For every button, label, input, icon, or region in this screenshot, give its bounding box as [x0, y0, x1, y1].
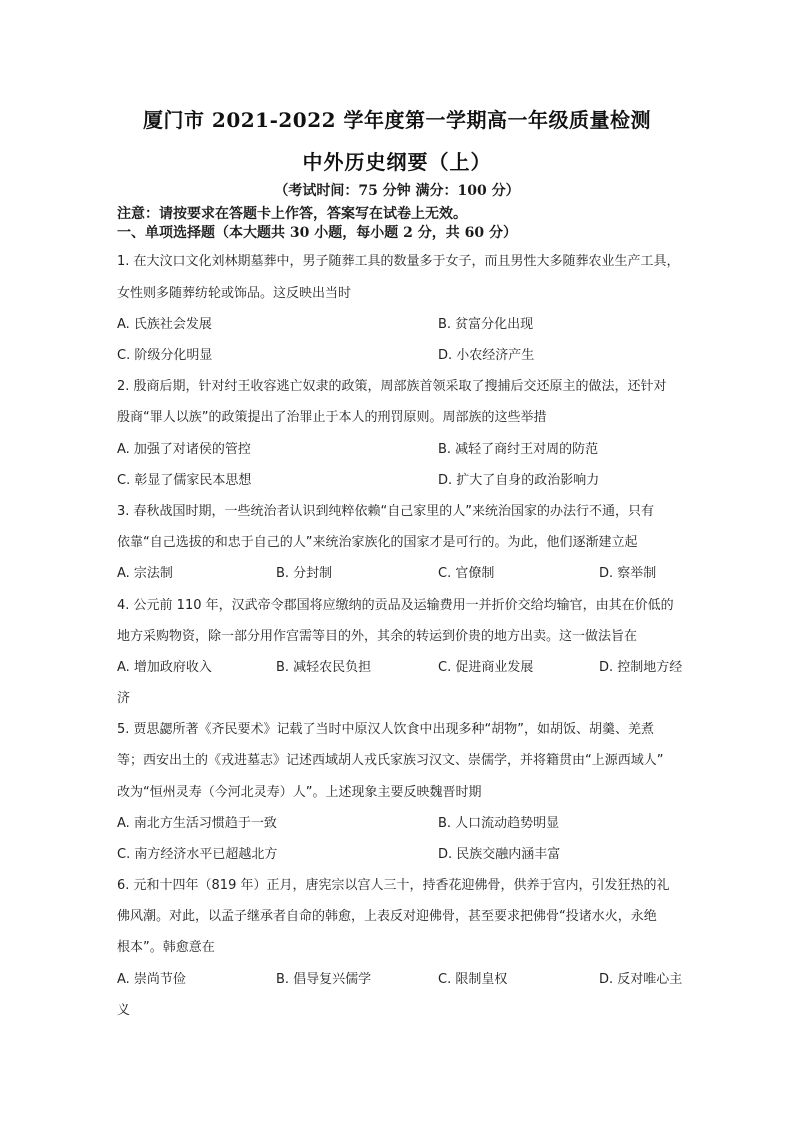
question-3-option-c: C. 官僚制	[438, 566, 495, 581]
question-6-stem-line-1: 6. 元和十四年（819 年）正月，唐宪宗以宫人三十，持香花迎佛骨，供养于宫内，引发狂热的礼	[117, 878, 670, 893]
question-1-option-b: B. 贫富分化出现	[438, 317, 534, 332]
question-3-stem-line-2: 依靠“自己选拔的和忠于自己的人”来统治家族化的国家才是可行的。为此，他们逐渐建立起	[117, 535, 638, 550]
question-5-option-c: C. 南方经济水平已超越北方	[117, 847, 278, 862]
question-2-option-b: B. 减轻了商纣王对周的防范	[438, 442, 599, 457]
question-6-option-d-wrap: 义	[117, 1003, 131, 1018]
question-5-option-d: D. 民族交融内涵丰富	[438, 847, 561, 862]
question-4-option-a: A. 增加政府收入	[117, 660, 212, 675]
question-4-stem-line-2: 地方采购物资，除一部分用作宫需等目的外，其余的转运到价贵的地方出卖。这一做法旨在	[117, 629, 638, 644]
question-3-option-b: B. 分封制	[276, 566, 333, 581]
question-4-option-d-wrap: 济	[117, 691, 131, 706]
exam-info: （考试时间：75 分钟 满分：100 分）	[274, 183, 520, 199]
exam-subject: 中外历史纲要（上）	[302, 150, 492, 174]
question-2-stem-line-2: 殷商“罪人以族”的政策提出了治罪止于本人的刑罚原则。周部族的这些举措	[117, 410, 547, 425]
question-1-stem-line-2: 女性则多随葬纺轮或饰品。这反映出当时	[117, 286, 352, 301]
question-2-option-d: D. 扩大了自身的政治影响力	[438, 473, 600, 488]
question-1-stem-line-1: 1. 在大汶口文化刘林期墓葬中，男子随葬工具的数量多于女子，而且男性大多随葬农业生产工具，	[117, 254, 680, 269]
section-heading: 一、单项选择题（本大题共 30 小题，每小题 2 分，共 60 分）	[117, 225, 517, 241]
question-2-stem-line-1: 2. 殷商后期，针对纣王收容逃亡奴隶的政策，周部族首领采取了搜捕后交还原主的做法，还针对	[117, 379, 667, 394]
question-3-option-d: D. 察举制	[599, 566, 657, 581]
question-6-stem-line-2: 佛风潮。对此，以孟子继承者自命的韩愈，上表反对迎佛骨，甚至要求把佛骨“投诸水火，永绝	[117, 909, 657, 924]
question-3-stem-line-1: 3. 春秋战国时期，一些统治者认识到纯粹依赖“自己家里的人”来统治国家的办法行不通，只有	[117, 504, 655, 519]
question-2-option-a: A. 加强了对诸侯的管控	[117, 442, 251, 457]
question-2-option-c: C. 彰显了儒家民本思想	[117, 473, 252, 488]
notice-text: 注意：请按要求在答题卡上作答，答案写在试卷上无效。	[117, 206, 467, 222]
question-6-option-b: B. 倡导复兴儒学	[276, 972, 372, 987]
question-4-option-b: B. 减轻农民负担	[276, 660, 372, 675]
question-5-stem-line-1: 5. 贾思勰所著《齐民要术》记载了当时中原汉人饮食中出现多种“胡物”，如胡饭、胡羹、羌煮	[117, 722, 655, 737]
question-6-option-d: D. 反对唯心主	[599, 972, 683, 987]
question-4-option-c: C. 促进商业发展	[438, 660, 534, 675]
question-1-option-c: C. 阶级分化明显	[117, 348, 213, 363]
question-6-option-c: C. 限制皇权	[438, 972, 508, 987]
question-6-stem-line-3: 根本”。韩愈意在	[117, 940, 215, 955]
question-5-option-b: B. 人口流动趋势明显	[438, 816, 560, 831]
question-1-option-d: D. 小农经济产生	[438, 348, 535, 363]
question-4-option-d: D. 控制地方经	[599, 660, 683, 675]
question-3-option-a: A. 宗法制	[117, 566, 173, 581]
question-1-option-a: A. 氏族社会发展	[117, 317, 212, 332]
question-5-option-a: A. 南北方生活习惯趋于一致	[117, 816, 277, 831]
question-4-stem-line-1: 4. 公元前 110 年，汉武帝令郡国将应缴纳的贡品及运输费用一并折价交给均输官，由其在价低的	[117, 598, 674, 613]
question-5-stem-line-2: 等；西安出土的《戎进墓志》记述西域胡人戎氏家族习汉文、崇儒学，并将籍贯由“上源西域人”	[117, 753, 664, 768]
question-5-stem-line-3: 改为“恒州灵寿（今河北灵寿）人”。上述现象主要反映魏晋时期	[117, 785, 482, 800]
exam-title: 厦门市 2021-2022 学年度第一学期高一年级质量检测	[142, 108, 652, 132]
question-6-option-a: A. 崇尚节俭	[117, 972, 186, 987]
